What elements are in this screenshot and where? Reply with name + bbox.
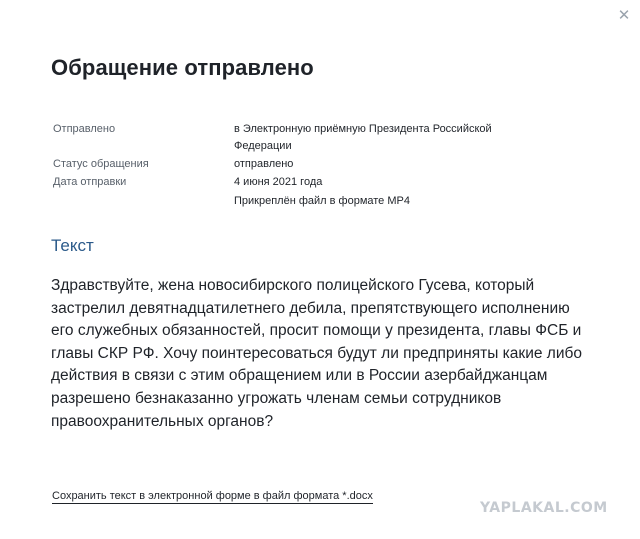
sent-to-label: Отправлено [53,123,116,135]
detail-row-date [53,174,533,191]
appeal-details [53,121,533,192]
detail-row-status [53,156,533,173]
status-value: отправлено [234,158,294,170]
watermark-logo: YAPLAKAL.COM [480,500,608,516]
attachment-note: Прикреплён файл в формате MP4 [234,195,410,207]
close-icon[interactable]: ✕ [617,7,631,24]
date-label: Дата отправки [53,176,127,188]
detail-row-sent-to [53,121,533,155]
date-value: 4 июня 2021 года [234,176,323,188]
save-docx-link[interactable]: Сохранить текст в электронной форме в файл формата *.docx [52,490,373,502]
appeal-body-text: Здравствуйте, жена новосибирского полицейского Гусева, который застрелил девятнадцатилетнего дебила, препятствующего исполнению его служебных обязанностей, просит помощи у президента, главы ФСБ и главы СКР РФ. Хочу поинтересоваться будут ли предприняты какие либо действия в связи с этим обращением или в России азербайджанцам разрешено безнаказанно угрожать членам семьи сотрудников правоохранительных органов? [51,277,582,430]
status-label: Статус обращения [53,158,149,170]
text-section-heading: Текст [51,236,94,255]
sent-to-value: в Электронную приёмную Президента Российской Федерации [234,123,492,152]
page-title: Обращение отправлено [51,55,314,80]
